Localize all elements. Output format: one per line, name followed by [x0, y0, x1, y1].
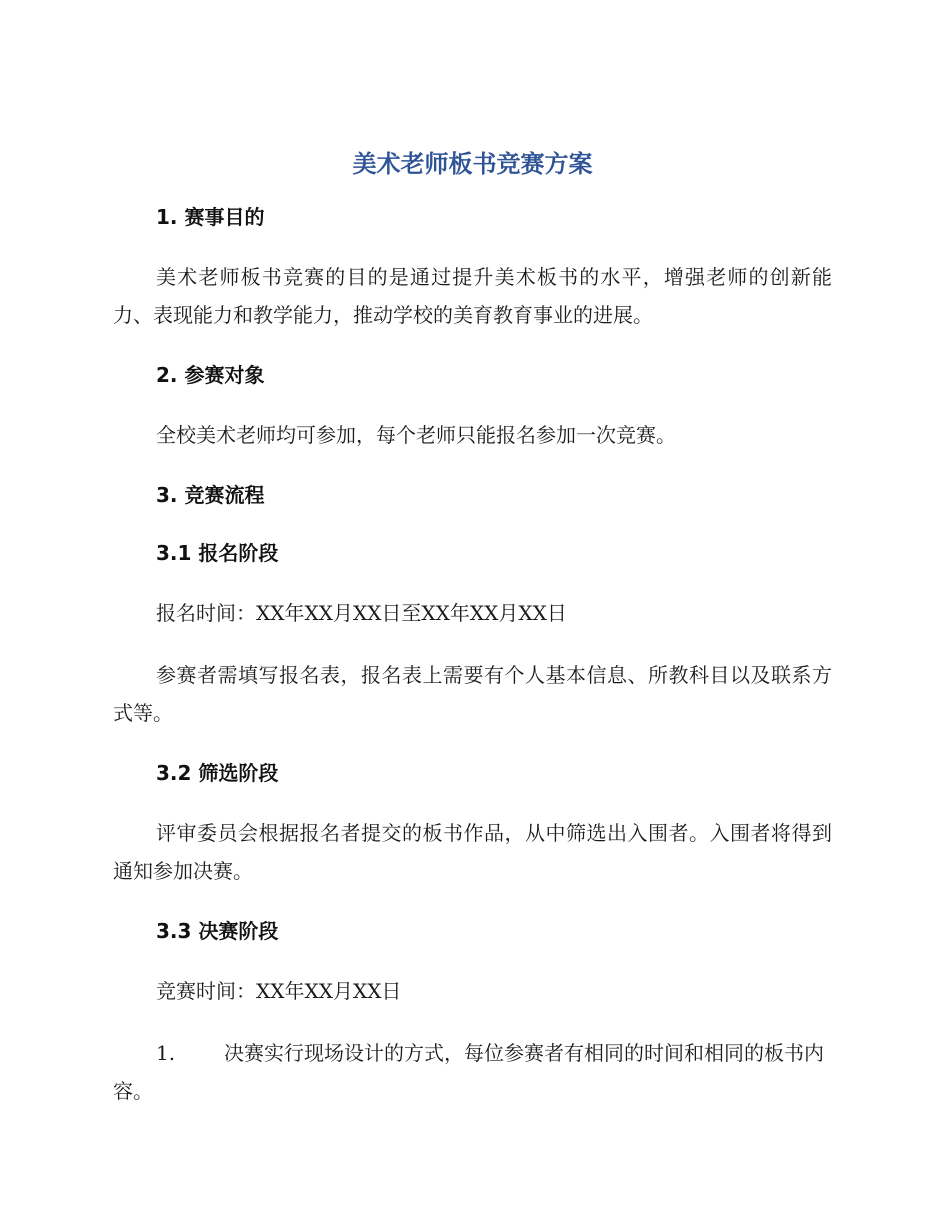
screening-text: 评审委员会根据报名者提交的板书作品，从中筛选出入围者。入围者将得到通知参加决赛。 [113, 821, 832, 883]
section-heading-participants: 2. 参赛对象 [156, 363, 265, 387]
section-heading-process: 3. 竞赛流程 [156, 483, 265, 507]
list-item-text: 决赛实行现场设计的方式，每位参赛者有相同的时间和相同的板书内容。 [113, 1041, 824, 1103]
subsection-heading-screening: 3.2 筛选阶段 [156, 761, 279, 785]
subsection-heading-final: 3.3 决赛阶段 [156, 919, 279, 943]
list-item [113, 1034, 832, 1110]
subsection-heading-registration: 3.1 报名阶段 [156, 541, 279, 565]
section-text-participants: 全校美术老师均可参加，每个老师只能报名参加一次竞赛。 [156, 423, 676, 447]
registration-time: 报名时间：XX年XX月XX日至XX年XX月XX日 [156, 601, 567, 625]
document-body [113, 146, 832, 1134]
document-title: 美术老师板书竞赛方案 [352, 150, 593, 178]
final-time: 竞赛时间：XX年XX月XX日 [156, 979, 402, 1003]
section-text-purpose: 美术老师板书竞赛的目的是通过提升美术板书的水平，增强老师的创新能力、表现能力和教学能力，推动学校的美育教育事业的进展。 [113, 265, 832, 327]
registration-text: 参赛者需填写报名表，报名表上需要有个人基本信息、所教科目以及联系方式等。 [113, 663, 832, 725]
list-item-number: 1. [156, 1041, 176, 1065]
section-heading-purpose: 1. 赛事目的 [156, 205, 265, 229]
